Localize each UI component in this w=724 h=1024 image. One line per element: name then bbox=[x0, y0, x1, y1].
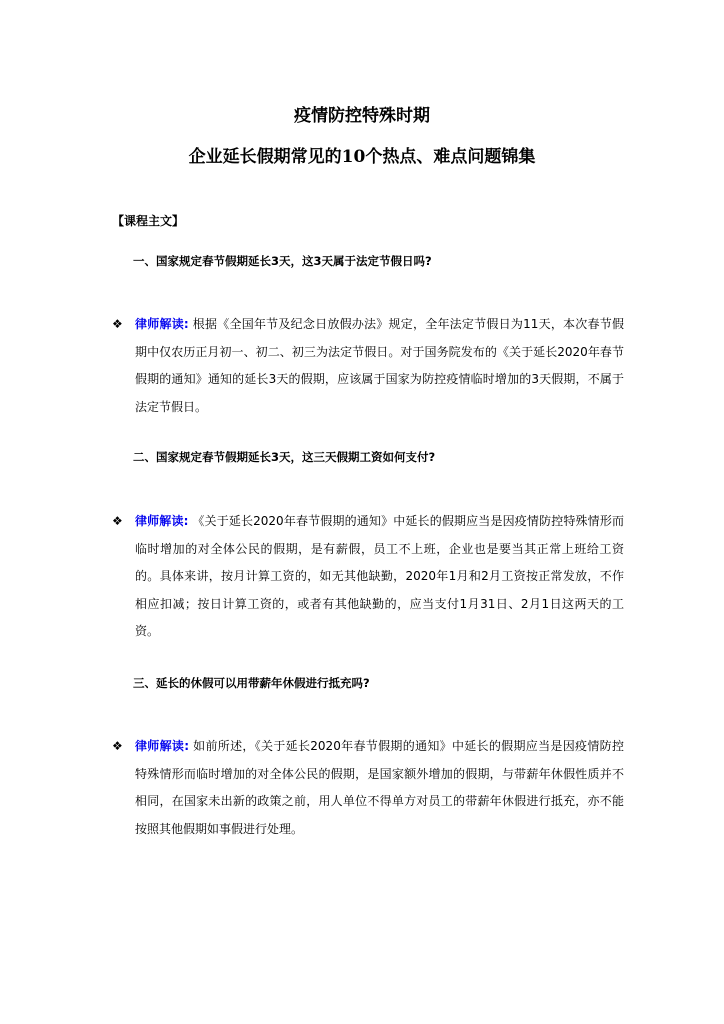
answer-text-1 bbox=[135, 311, 624, 421]
answer-block-2 bbox=[112, 508, 624, 646]
answer-body-1: 根据《全国年节及纪念日放假办法》规定，全年法定节假日为11天，本次春节假期中仅农历正月初一、初二、初三为法定节假日。对于国务院发布的《关于延长2020年春节假期的通知》通知的延长3天的假期，应该属于国家为防控疫情临时增加的3天假期，不属于法定节假日。 bbox=[135, 317, 624, 414]
lawyer-label-2: 律师解读: bbox=[135, 514, 189, 528]
answer-text-3 bbox=[135, 733, 624, 843]
course-label: 【课程主文】 bbox=[112, 214, 185, 228]
answer-body-2: 《关于延长2020年春节假期的通知》中延长的假期应当是因疫情防控特殊情形而临时增加的对全体公民的假期，是有薪假，员工不上班，企业也是要当其正常上班给工资的。具体来讲，按月计算工资的，如无其他缺勤，2020年1月和2月工资按正常发放，不作相应扣减；按日计算工资的，或者有其他缺勤的，应当支付1月31日、2月1日这两天的工资。 bbox=[135, 514, 624, 638]
document-title-line2: 企业延长假期常见的10个热点、难点问题锦集 bbox=[188, 147, 536, 167]
answer-body-3: 如前所述，《关于延长2020年春节假期的通知》中延长的假期应当是因疫情防控特殊情形而临时增加的对全体公民的假期，是国家额外增加的假期，与带薪年休假性质并不相同，在国家未出新的政策之前，用人单位不得单方对员工的带薪年休假进行抵充，亦不能按照其他假期如事假进行处理。 bbox=[135, 739, 624, 836]
lawyer-label-3: 律师解读: bbox=[135, 739, 190, 753]
diamond-bullet-icon: ❖ bbox=[112, 739, 123, 753]
question-1: 一、国家规定春节假期延长3天，这3天属于法定节假日吗? bbox=[133, 254, 432, 268]
diamond-bullet-icon: ❖ bbox=[112, 317, 123, 331]
question-2: 二、国家规定春节假期延长3天，这三天假期工资如何支付? bbox=[133, 450, 436, 464]
answer-block-1 bbox=[112, 311, 624, 421]
answer-text-2 bbox=[135, 508, 624, 646]
document-title-line1: 疫情防控特殊时期 bbox=[294, 106, 430, 126]
question-3: 三、延长的休假可以用带薪年休假进行抵充吗? bbox=[133, 676, 370, 690]
answer-block-3 bbox=[112, 733, 624, 843]
diamond-bullet-icon: ❖ bbox=[112, 514, 123, 528]
lawyer-label-1: 律师解读: bbox=[135, 317, 189, 331]
